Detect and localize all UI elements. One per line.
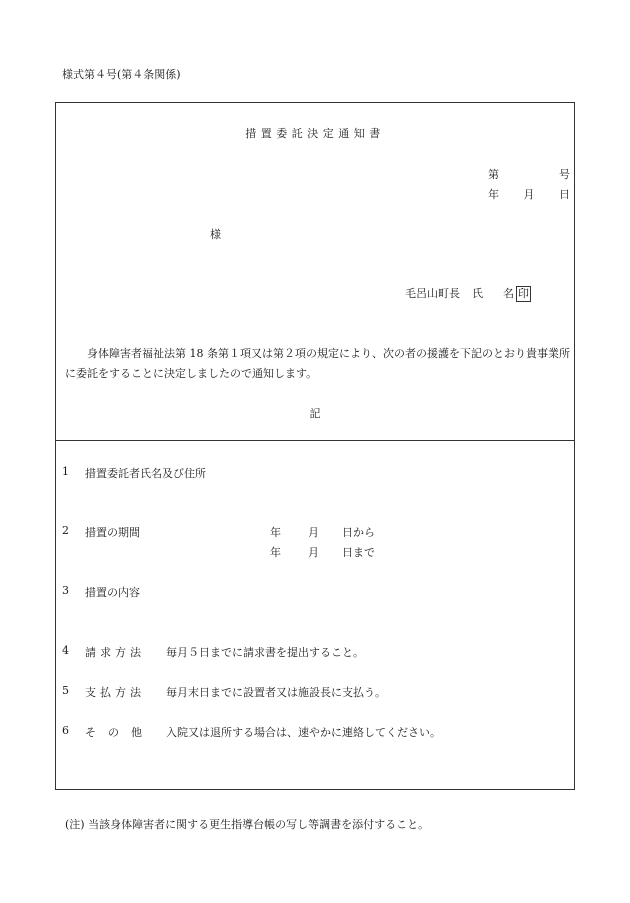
document-title: 措置委託決定通知書 (245, 127, 385, 140)
document-number (488, 166, 570, 182)
item-2-number: 2 (62, 524, 69, 537)
item-6-number: 6 (62, 724, 69, 737)
item-5-label: 支払方法 (85, 686, 145, 699)
ki-heading: 記 (309, 407, 321, 420)
period-start (270, 524, 375, 540)
issuer-title: 毛呂山町長 (405, 287, 460, 300)
period-end-year: 年 (270, 546, 281, 559)
period-start-month: 月 (308, 526, 319, 539)
issuer-signature (405, 285, 531, 302)
notice-body: 身体障害者福祉法第 18 条第１項又は第２項の規定により、次の者の援護を下記のとおり貴事業所に委託をすることに決定しましたので通知します。 (65, 347, 570, 380)
form-number-label: 様式第４号(第４条関係) (62, 68, 181, 81)
item-4-label: 請求方法 (85, 646, 145, 659)
date-year: 年 (488, 188, 499, 201)
date-month: 月 (523, 188, 535, 201)
period-end-day: 日まで (342, 546, 375, 559)
footnote: (注) 当該身体障害者に関する更生指導台帳の写し等調書を添付すること。 (65, 818, 430, 831)
item-3-number: 3 (62, 584, 69, 597)
item-2-label: 措置の期間 (85, 526, 140, 539)
issuer-name-part1: 氏 (472, 287, 483, 300)
date-day: 日 (559, 188, 570, 201)
period-end-month: 月 (308, 546, 319, 559)
seal-mark: 印 (518, 287, 529, 300)
item-5-number: 5 (62, 684, 69, 697)
item-5-value: 毎月末日までに設置者又は施設長に支払う。 (166, 686, 386, 699)
item-3-label: 措置の内容 (85, 586, 140, 599)
issuer-name-part2: 名 (503, 287, 514, 300)
addressee-suffix: 様 (210, 228, 221, 241)
number-suffix: 号 (559, 168, 570, 181)
issue-date (488, 186, 570, 202)
period-start-day: 日から (342, 526, 375, 539)
item-1-label: 措置委託者氏名及び住所 (85, 467, 206, 480)
period-end (270, 544, 375, 560)
item-6-label: その他 (85, 726, 154, 739)
item-1-number: 1 (62, 465, 69, 478)
period-start-year: 年 (270, 526, 281, 539)
number-label: 第 (488, 168, 499, 181)
item-4-value: 毎月５日までに請求書を提出すること。 (166, 646, 364, 659)
item-4-number: 4 (62, 644, 69, 657)
section-divider (55, 440, 575, 441)
item-6-value: 入院又は退所する場合は、速やかに連絡してください。 (166, 726, 441, 739)
